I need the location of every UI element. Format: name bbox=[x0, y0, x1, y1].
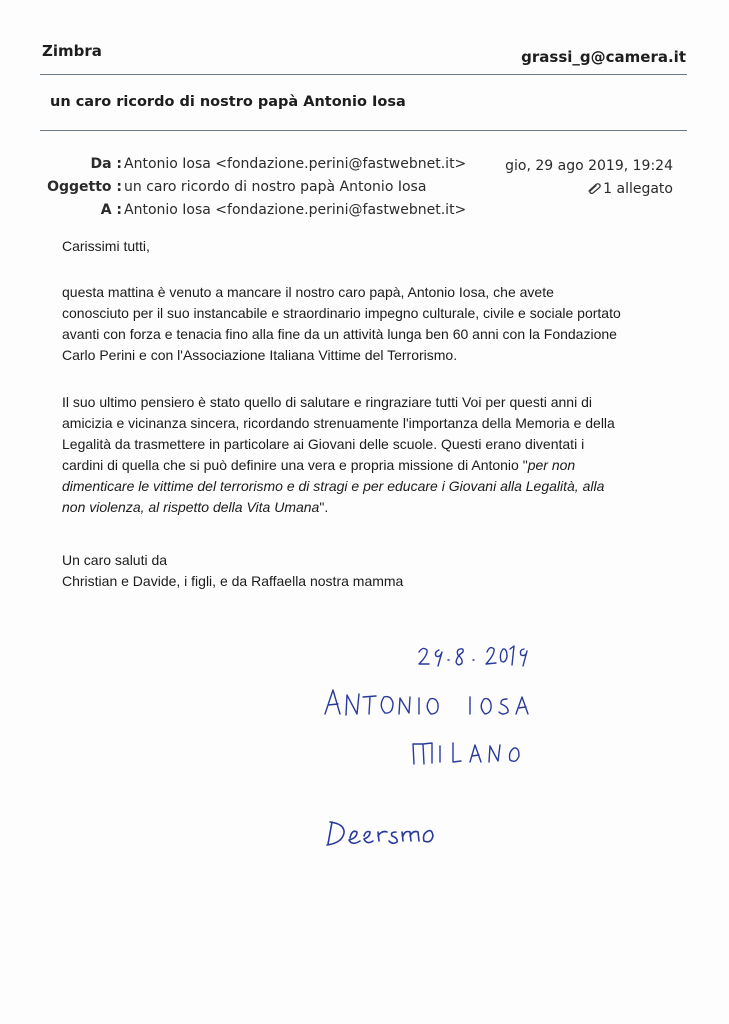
handwritten-note bbox=[327, 822, 433, 845]
text-line: Un caro saluti da bbox=[62, 552, 168, 568]
text-line bbox=[62, 455, 662, 476]
to-value: Antonio Iosa <fondazione.perini@fastwebnet.it> bbox=[124, 202, 467, 218]
attachment-label: 1 allegato bbox=[603, 181, 673, 197]
text-line: amicizia e vicinanza sincera, ricordando strenuamente l'importanza della Memoria e della bbox=[62, 415, 615, 431]
brand-name: Zimbra bbox=[42, 42, 102, 60]
quote-segment: per non bbox=[527, 457, 576, 473]
paperclip-icon bbox=[586, 182, 602, 194]
letter-signoff bbox=[62, 550, 662, 592]
from-label: Da : bbox=[90, 156, 122, 172]
letter-paragraph-1 bbox=[62, 282, 662, 366]
subject-value: un caro ricordo di nostro papà Antonio Iosa bbox=[124, 179, 427, 195]
letter-greeting: Carissimi tutti, bbox=[62, 238, 150, 254]
from-value: Antonio Iosa <fondazione.perini@fastwebnet.it> bbox=[124, 156, 467, 172]
text-segment: ". bbox=[319, 499, 329, 515]
subject-divider bbox=[40, 130, 687, 131]
header-divider bbox=[40, 74, 687, 75]
text-line: Legalità da trasmettere in particolare ai Giovani delle scuole. Questi erano diventati i bbox=[62, 436, 585, 452]
subject-label: Oggetto : bbox=[47, 179, 122, 195]
meta-to-row bbox=[0, 199, 729, 221]
text-line: Carlo Perini e con l'Associazione Italiana Vittime del Terrorismo. bbox=[62, 347, 458, 363]
text-line: conosciuto per il suo instancabile e straordinario impegno culturale, civile e sociale portato bbox=[62, 305, 621, 321]
text-line: Christian e Davide, i figli, e da Raffaella nostra mamma bbox=[62, 573, 404, 589]
attachment-count bbox=[586, 181, 673, 197]
quote-segment: non violenza, al rispetto della Vita Umana bbox=[62, 499, 320, 515]
text-line: questa mattina è venuto a mancare il nostro caro papà, Antonio Iosa, che avete bbox=[62, 284, 554, 300]
handwritten-city bbox=[413, 743, 519, 764]
subject-heading: un caro ricordo di nostro papà Antonio Iosa bbox=[50, 94, 406, 110]
text-segment: cardini di quella che si può definire una vera e propria missione di Antonio " bbox=[62, 457, 528, 473]
text-line: avanti con forza e tenacia fino alla fine da un attività lunga ben 60 anni con la Fondazione bbox=[62, 326, 617, 342]
handwritten-name bbox=[325, 690, 528, 715]
to-label: A : bbox=[100, 202, 122, 218]
text-line: Il suo ultimo pensiero è stato quello di salutare e ringraziare tutti Voi per questi anni di bbox=[62, 394, 592, 410]
account-email: grassi_g@camera.it bbox=[521, 48, 686, 66]
handwritten-date bbox=[419, 646, 527, 666]
letter-paragraph-2 bbox=[62, 392, 662, 518]
text-line bbox=[62, 497, 662, 518]
message-date: gio, 29 ago 2019, 19:24 bbox=[505, 158, 673, 174]
quote-line: dimenticare le vittime del terrorismo e di stragi e per educare i Giovani alla Legalità, alla bbox=[62, 478, 605, 494]
